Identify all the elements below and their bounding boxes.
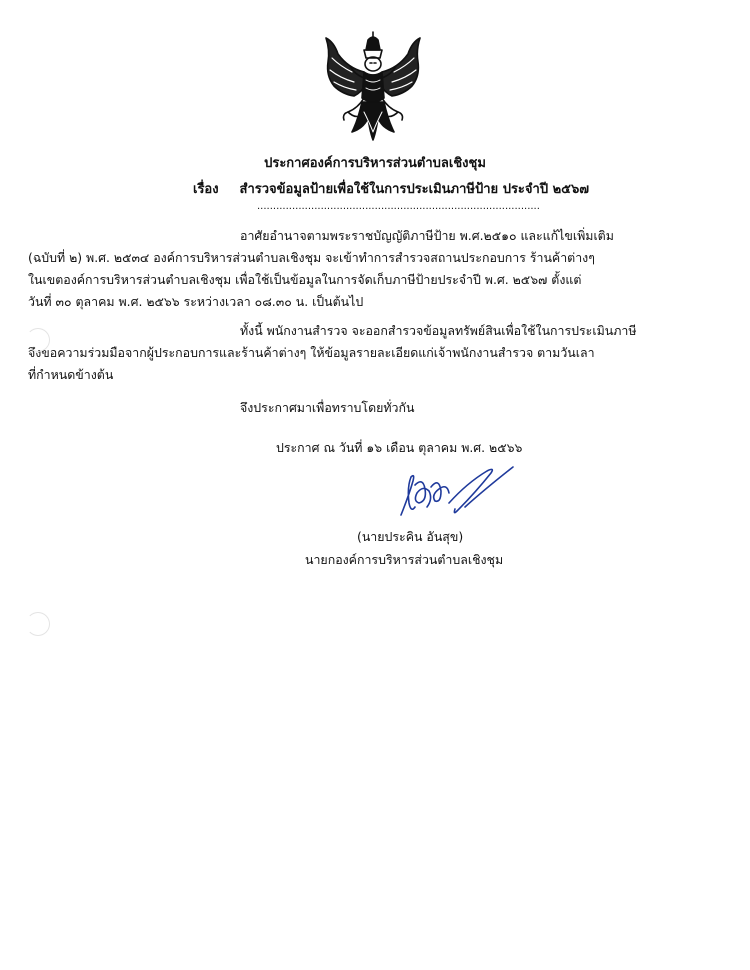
paragraph-line: อาศัยอำนาจตามพระราชบัญญัติภาษีป้าย พ.ศ.๒๕๑๐ และแก้ไขเพิ่มเติม <box>240 228 614 243</box>
punch-hole <box>26 328 50 352</box>
paragraph-line: จึงขอความร่วมมือจากผู้ประกอบการและร้านค้าต่างๆ ให้ข้อมูลรายละเอียดแก่เจ้าพนักงานสำรวจ ตามวันเลา <box>28 345 595 360</box>
garuda-emblem-icon <box>318 28 428 148</box>
subject-line <box>193 178 589 199</box>
paragraph-line: ทั้งนี้ พนักงานสำรวจ จะออกสำรวจข้อมูลทรัพย์สินเพื่อใช้ในการประเมินภาษี <box>240 323 637 338</box>
signatory-position: นายกองค์การบริหารส่วนตำบลเชิงชุม <box>305 552 504 567</box>
punch-hole <box>26 612 50 636</box>
signatory-name: (นายประคิน อันสุข) <box>357 529 464 544</box>
paragraph-line: ที่กำหนดข้างต้น <box>28 367 114 382</box>
paragraph-line: (ฉบับที่ ๒) พ.ศ. ๒๕๓๔ องค์การบริหารส่วนตำบลเชิงชุม จะเข้าทำการสำรวจสถานประกอบการ ร้านค้าต่างๆ <box>28 250 595 265</box>
announcement-title: ประกาศองค์การบริหารส่วนตำบลเชิงชุม <box>264 156 486 171</box>
subject-label: เรื่อง <box>193 182 219 197</box>
paragraph-line: วันที่ ๓๐ ตุลาคม พ.ศ. ๒๕๖๖ ระหว่างเวลา ๐๘.๓๐ น. เป็นต้นไป <box>28 294 364 309</box>
paragraph-survey <box>28 320 664 386</box>
paragraph-line: ในเขตองค์การบริหารส่วนตำบลเชิงชุม เพื่อใช้เป็นข้อมูลในการจัดเก็บภาษีป้ายประจำปี พ.ศ. ๒๕๖๗ ตั้งแต่ <box>28 272 582 287</box>
closing-statement: จึงประกาศมาเพื่อทราบโดยทั่วกัน <box>240 400 415 415</box>
paragraph-authority <box>28 225 664 313</box>
subject-text: สำรวจข้อมูลป้ายเพื่อใช้ในการประเมินภาษีป้าย ประจำปี ๒๕๖๗ <box>239 182 590 197</box>
divider-dots: ......................................................................................... <box>257 201 540 212</box>
announcement-date: ประกาศ ณ วันที่ ๑๖ เดือน ตุลาคม พ.ศ. ๒๕๖๖ <box>276 440 523 455</box>
signature-icon <box>395 463 520 523</box>
